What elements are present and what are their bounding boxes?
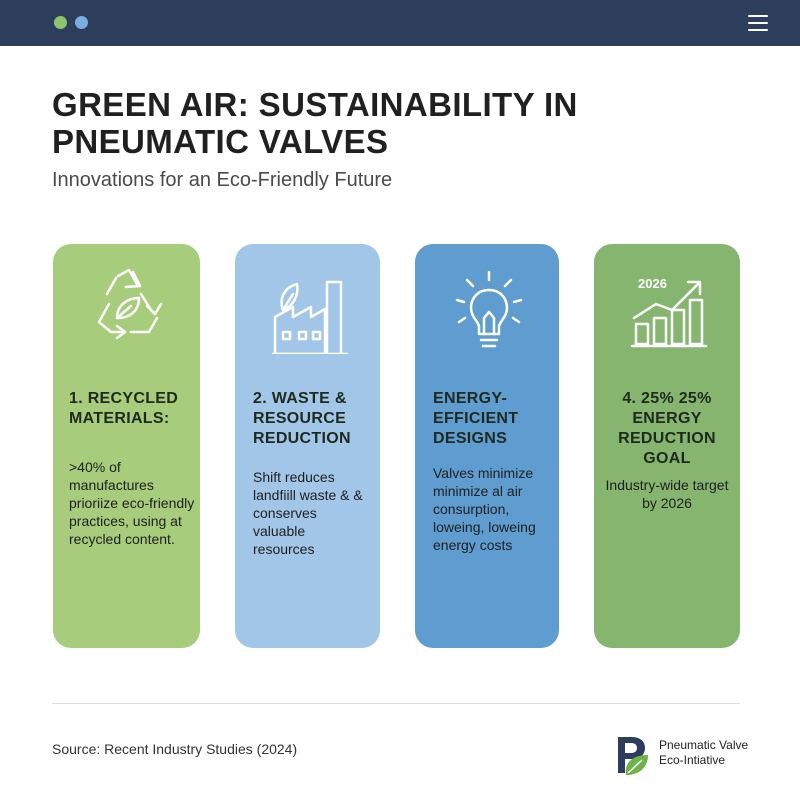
card-body: Valves minimize minimize al air consurption, loweing, loweing energy costs	[433, 465, 536, 553]
green-window-dot	[54, 16, 67, 29]
card-body: >40% of manufactures prioriize eco-friendly practices, using at recycled content.	[69, 459, 195, 547]
eco-factory-icon	[253, 262, 364, 354]
growth-chart-icon	[612, 262, 723, 354]
hamburger-menu-icon[interactable]	[746, 13, 770, 33]
top-bar	[0, 0, 800, 46]
page-subtitle: Innovations for an Eco-Friendly Future	[52, 169, 393, 191]
lightbulb-icon	[433, 262, 544, 354]
recycle-icon	[71, 262, 182, 354]
card-energy-efficient[interactable]	[415, 244, 559, 648]
card-heading: 4. 25% 25% ENERGY REDUCTION GOAL	[618, 390, 716, 467]
card-heading: 2. WASTE & RESOURCE REDUCTION	[253, 390, 351, 447]
card-body: Shift reduces landfiill waste & & conserves valuable resources	[253, 469, 363, 557]
page-title: GREEN AIR: SUSTAINABILITY IN PNEUMATIC VALVES	[52, 86, 578, 160]
card-heading: ENERGY-EFFICIENT DESIGNS	[433, 390, 519, 447]
source-note: Source: Recent Industry Studies (2024)	[52, 741, 298, 757]
card-recycled-materials[interactable]	[53, 244, 200, 648]
year-label: 2026	[638, 276, 667, 291]
card-body: Industry-wide target by 2026	[605, 477, 729, 511]
card-energy-reduction-goal[interactable]	[594, 244, 740, 648]
pv-leaf-logo-icon	[612, 733, 654, 777]
blue-window-dot	[75, 16, 88, 29]
footer-divider	[52, 703, 740, 704]
logo-text: Pneumatic Valve Eco-Intiative	[659, 738, 749, 767]
card-waste-reduction[interactable]	[235, 244, 380, 648]
card-heading: 1. RECYCLED MATERIALS:	[69, 390, 179, 427]
